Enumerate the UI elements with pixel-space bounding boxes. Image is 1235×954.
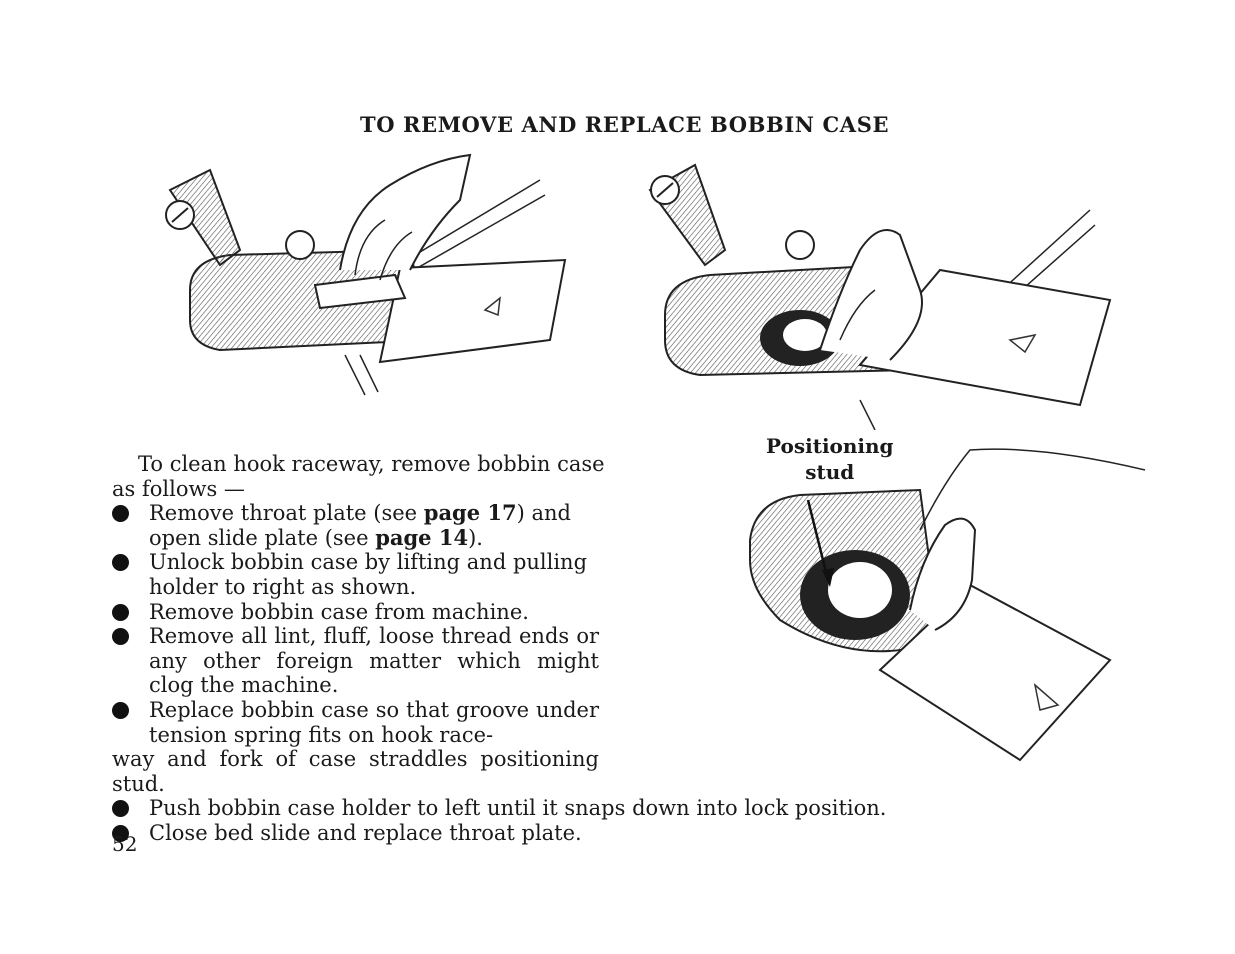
page-title: TO REMOVE AND REPLACE BOBBIN CASE xyxy=(360,112,890,137)
intro-paragraph: To clean hook raceway, remove bobbin case as follows — xyxy=(112,452,605,501)
step-5-text: Replace bobbin case so that groove under tension spring fits on hook race- xyxy=(149,697,599,747)
step-6 xyxy=(112,796,989,821)
page-17-ref: page 17 xyxy=(423,500,517,526)
bullet-icon xyxy=(112,628,129,645)
steps-list xyxy=(112,501,982,845)
step-1-text-a: Remove throat plate (see xyxy=(149,501,424,526)
step-4-text: Remove all lint, fluff, loose thread ends or any other foreign matter which might clog the machine. xyxy=(149,624,599,698)
bullet-icon xyxy=(112,554,129,571)
step-3-text: Remove bobbin case from machine. xyxy=(149,599,529,624)
page-number: 52 xyxy=(112,832,138,856)
step-7 xyxy=(112,821,989,846)
step-1 xyxy=(112,501,599,550)
bullet-icon xyxy=(112,505,129,522)
bullet-icon xyxy=(112,800,129,817)
step-4 xyxy=(112,624,599,698)
callout-line-2: stud xyxy=(805,460,855,484)
throat-plate-removal-illustration xyxy=(150,140,580,400)
step-2-text: Unlock bobbin case by lifting and pulling holder to right as shown. xyxy=(149,550,588,599)
bullet-icon xyxy=(112,702,129,719)
step-1-text-c: ). xyxy=(468,525,483,550)
step-2 xyxy=(112,550,599,599)
step-7-text: Close bed slide and replace throat plate. xyxy=(149,820,582,845)
instructions xyxy=(112,452,982,846)
page-14-ref: page 14 xyxy=(375,524,469,550)
step-1-text-b: ) and open slide plate (see xyxy=(149,501,571,550)
bullet-icon xyxy=(112,604,129,621)
step-6-text: Push bobbin case holder to left until it snaps down into lock position. xyxy=(149,796,887,821)
step-5-text-tail: way and fork of case straddles positioning stud. xyxy=(112,747,599,796)
callout-line-1: Positioning xyxy=(766,434,894,458)
bobbin-case-unlock-illustration xyxy=(640,140,1120,430)
step-5 xyxy=(112,698,599,796)
step-3 xyxy=(112,600,599,625)
